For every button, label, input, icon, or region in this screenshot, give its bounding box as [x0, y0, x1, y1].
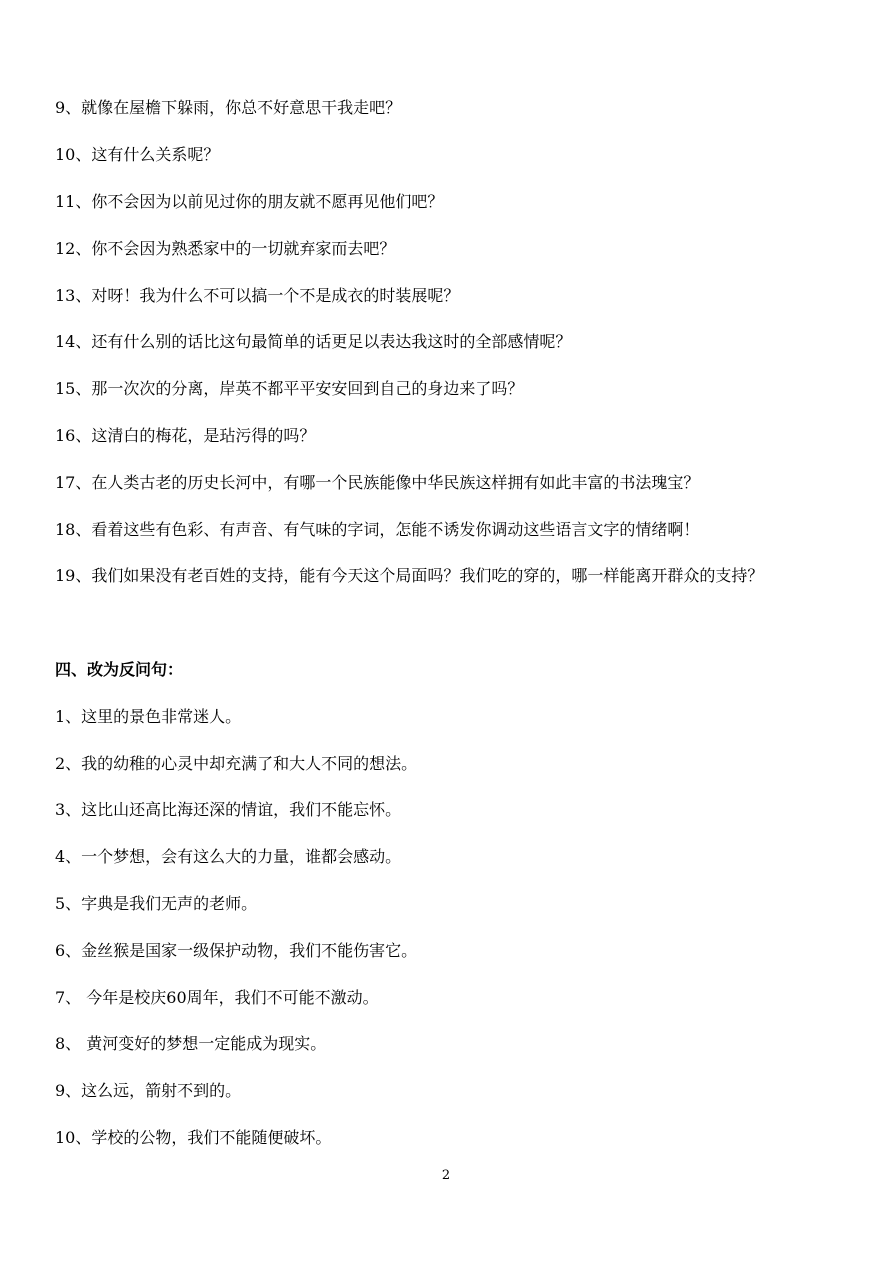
- question-item-9: 9、就像在屋檐下躲雨，你总不好意思干我走吧？: [55, 98, 402, 117]
- exercise-item-7: 7、 今年是校庆60周年，我们不可能不激动。: [55, 988, 379, 1007]
- section-heading: 四、改为反问句：: [55, 660, 184, 679]
- page-number: 2: [441, 1168, 451, 1183]
- question-item-18: 18、看着这些有色彩、有声音、有气味的字词，怎能不诱发你调动这些语言文字的情绪啊！: [55, 520, 700, 539]
- exercise-item-4: 4、一个梦想，会有这么大的力量，谁都会感动。: [55, 847, 402, 866]
- question-item-10: 10、这有什么关系呢？: [55, 145, 220, 164]
- exercise-item-9: 9、这么远，箭射不到的。: [55, 1081, 242, 1100]
- question-item-16: 16、这清白的梅花，是玷污得的吗？: [55, 426, 316, 445]
- exercise-item-2: 2、我的幼稚的心灵中却充满了和大人不同的想法。: [55, 754, 418, 773]
- question-item-15: 15、那一次次的分离，岸英不都平平安安回到自己的身边来了吗？: [55, 379, 524, 398]
- exercise-item-10: 10、学校的公物，我们不能随便破坏。: [55, 1128, 332, 1147]
- question-item-13: 13、对呀！我为什么不可以搞一个不是成衣的时装展呢？: [55, 286, 460, 305]
- question-item-12: 12、你不会因为熟悉家中的一切就弃家而去吧？: [55, 239, 396, 258]
- question-item-11: 11、你不会因为以前见过你的朋友就不愿再见他们吧？: [55, 192, 444, 211]
- exercise-item-5: 5、字典是我们无声的老师。: [55, 894, 258, 913]
- exercise-item-3: 3、这比山还高比海还深的情谊，我们不能忘怀。: [55, 800, 402, 819]
- question-item-14: 14、还有什么别的话比这句最简单的话更足以表达我这时的全部感情呢？: [55, 332, 572, 351]
- exercise-item-1: 1、这里的景色非常迷人。: [55, 707, 242, 726]
- exercise-item-8: 8、 黄河变好的梦想一定能成为现实。: [55, 1034, 327, 1053]
- question-item-17: 17、在人类古老的历史长河中，有哪一个民族能像中华民族这样拥有如此丰富的书法瑰宝？: [55, 473, 700, 492]
- question-item-19: 19、我们如果没有老百姓的支持，能有今天这个局面吗？我们吃的穿的，哪一样能离开群众的支持？: [55, 566, 764, 585]
- exercise-item-6: 6、金丝猴是国家一级保护动物，我们不能伤害它。: [55, 941, 418, 960]
